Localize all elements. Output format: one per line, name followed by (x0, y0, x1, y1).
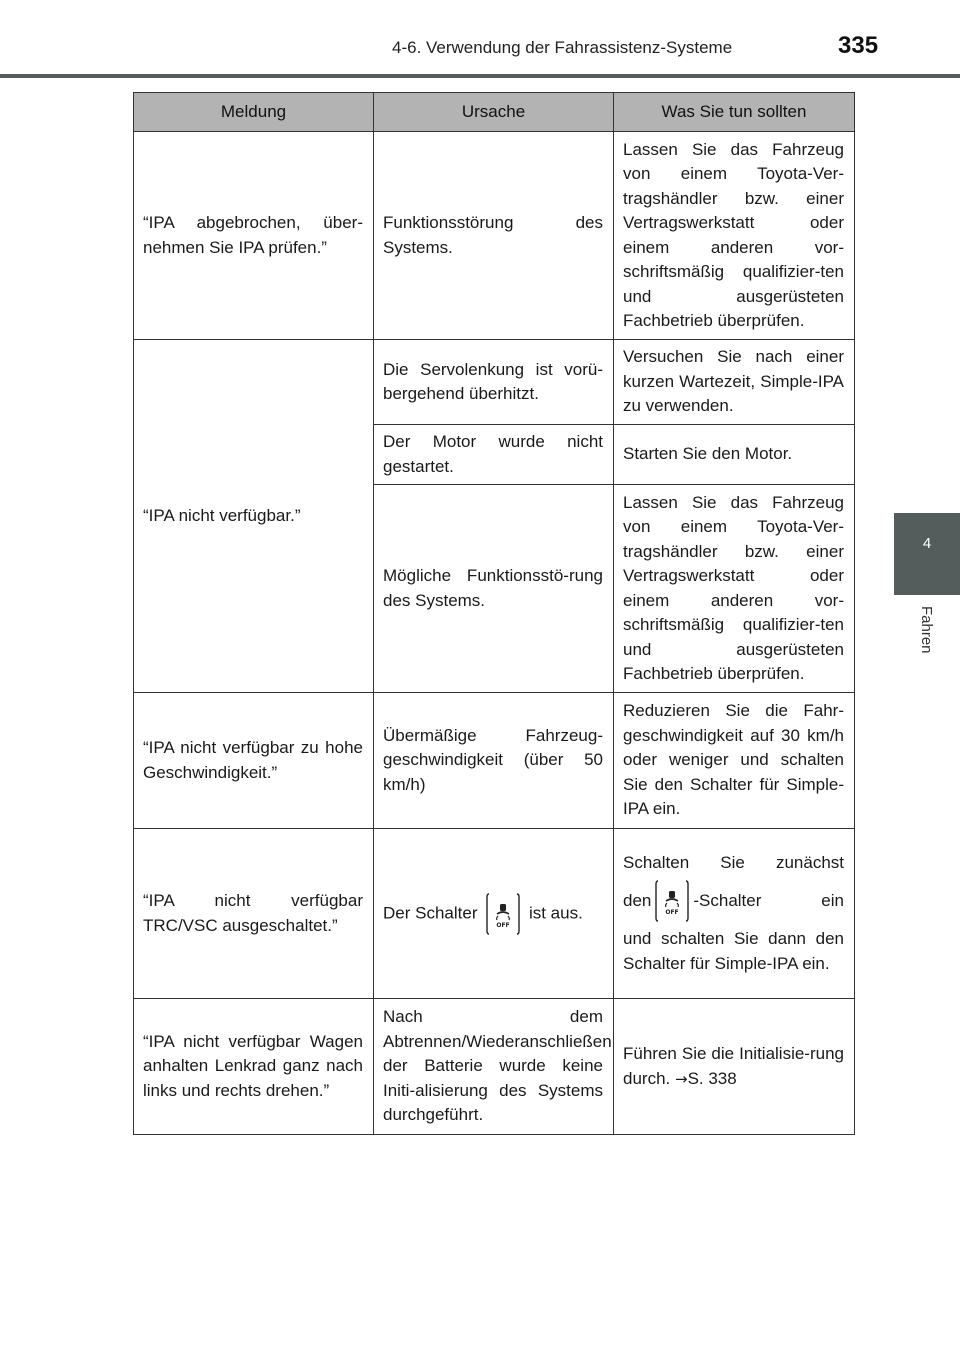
chapter-tab[interactable] (894, 513, 960, 595)
action-rest: und schalten Sie dann den Schalter für Simple-IPA ein. (623, 929, 844, 973)
action-line-1: Schalten Sie zunächst (623, 852, 844, 872)
message-cell: “IPA abgebrochen, über-nehmen Sie IPA prüfen.” (134, 132, 374, 340)
action-cell: Lassen Sie das Fahrzeug von einem Toyota-Ver-tragshändler bzw. einer Vertragswerkstatt oder einem anderen vor-schriftsmäßig qualifizier-ten und ausgerüsteten Fachbetrieb überprüfen. (614, 132, 855, 340)
message-cell: “IPA nicht verfügbar Wagen anhalten Lenkrad ganz nach links und rechts drehen.” (134, 999, 374, 1135)
table-row (134, 829, 855, 999)
cause-suffix: ist aus. (528, 902, 583, 922)
chapter-label: Fahren (918, 606, 935, 654)
cause-cell: Die Servolenkung ist vorü-bergehend überhitzt. (374, 340, 614, 425)
message-cell: “IPA nicht verfügbar TRC/VSC ausgeschaltet.” (134, 829, 374, 999)
cause-cell: Nach dem Abtrennen/Wiederanschließen der Batterie wurde keine Initi-alisierung des Systems durchgeführt. (374, 999, 614, 1135)
message-cell: “IPA nicht verfügbar zu hohe Geschwindigkeit.” (134, 693, 374, 829)
action-cell (614, 999, 855, 1135)
page-reference-arrow: → (674, 1069, 688, 1088)
message-table (133, 92, 855, 1135)
table-row (134, 693, 855, 829)
table-row (134, 132, 855, 340)
message-cell: “IPA nicht verfügbar.” (134, 340, 374, 693)
action-text: Führen Sie die Initialisie-rung durch. (623, 1044, 844, 1088)
table-header-row (134, 93, 855, 132)
action-cell: Lassen Sie das Fahrzeug von einem Toyota-Ver-tragshändler bzw. einer Vertragswerkstatt oder einem anderen vor-schriftsmäßig qualifizier-ten und ausgerüsteten Fachbetrieb überprüfen. (614, 485, 855, 693)
header-rule (0, 74, 960, 78)
cause-cell (374, 829, 614, 999)
action-cell (614, 829, 855, 999)
action-suffix: -Schalter ein (693, 891, 844, 910)
page-number: 335 (838, 32, 879, 59)
vsc-off-icon (486, 892, 520, 936)
action-cell: Starten Sie den Motor. (614, 425, 855, 485)
cause-cell: Übermäßige Fahrzeug-geschwindigkeit (über 50 km/h) (374, 693, 614, 829)
action-cell: Reduzieren Sie die Fahr-geschwindigkeit auf 30 km/h oder weniger und schalten Sie den Schalter für Simple-IPA ein. (614, 693, 855, 829)
cause-cell: Der Motor wurde nicht gestartet. (374, 425, 614, 485)
cause-cell: Funktionsstörung des Systems. (374, 132, 614, 340)
page-reference-link[interactable]: S. 338 (687, 1068, 737, 1088)
header-action: Was Sie tun sollten (614, 93, 855, 132)
section-title: 4-6. Verwendung der Fahrassistenz-Systeme (392, 38, 733, 57)
svg-text:OFF: OFF (665, 909, 680, 917)
chapter-number: 4 (922, 535, 932, 552)
header-cause: Ursache (374, 93, 614, 132)
cause-cell: Mögliche Funktionsstö-rung des Systems. (374, 485, 614, 693)
header-message: Meldung (134, 93, 374, 132)
table-row (134, 340, 855, 425)
table-row (134, 999, 855, 1135)
vsc-off-icon (655, 879, 689, 923)
cause-prefix: Der Schalter (383, 902, 478, 922)
svg-text:OFF: OFF (496, 921, 510, 929)
action-prefix: den (623, 891, 652, 910)
action-cell: Versuchen Sie nach einer kurzen Wartezeit, Simple-IPA zu verwenden. (614, 340, 855, 425)
